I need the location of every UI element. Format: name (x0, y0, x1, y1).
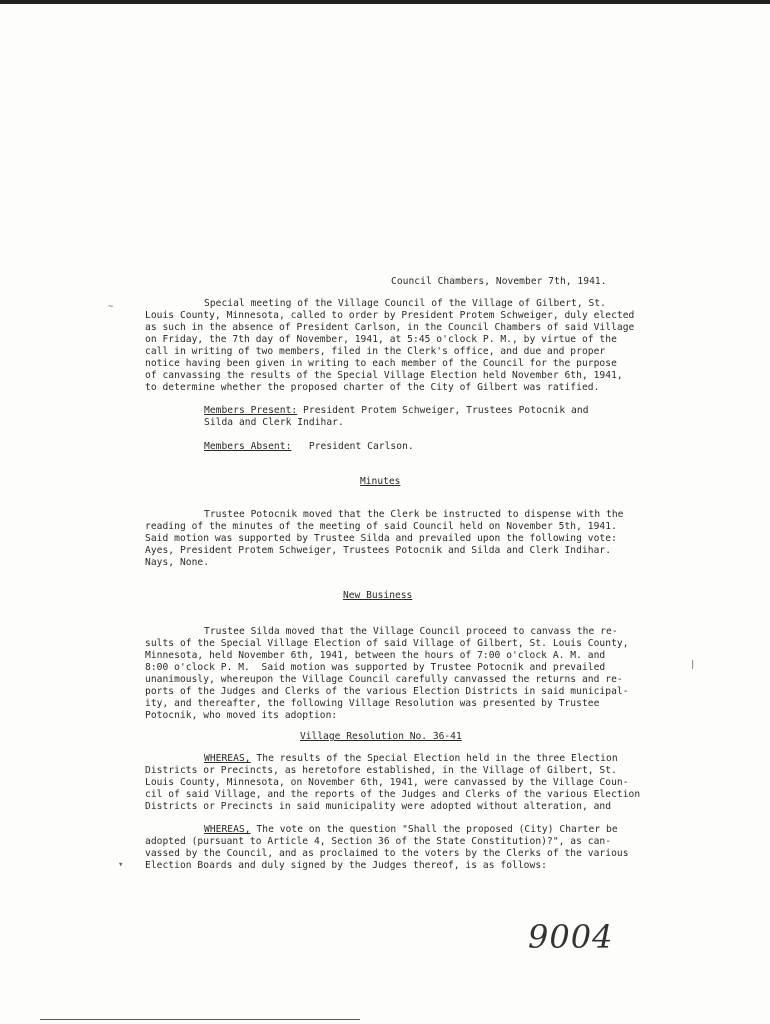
new-business-heading: New Business (343, 590, 413, 601)
minutes-line: Ayes, President Protem Schweiger, Trustees Potocnik and Silda and Clerk Indihar. (145, 545, 612, 556)
minutes-line: Nays, None. (145, 557, 210, 568)
whereas-label: WHEREAS, (204, 824, 251, 835)
intro-line: as such in the absence of President Carlson, in the Council Chambers of said Village (145, 322, 635, 333)
members-present-text: President Protem Schweiger, Trustees Potocnik and (297, 405, 589, 416)
new-business-line: ports of the Judges and Clerks of the various Election Districts in said municipal- (145, 686, 629, 697)
minutes-heading: Minutes (360, 476, 401, 487)
members-absent (204, 441, 414, 453)
margin-mark-icon: | (690, 660, 696, 670)
new-business-line: unanimously, whereupon the Village Council carefully canvassed the returns and re- (145, 674, 623, 685)
dateline: Council Chambers, November 7th, 1941. (391, 276, 607, 287)
new-business-line: Trustee Silda moved that the Village Council proceed to canvass the re- (204, 626, 618, 637)
new-business-line: 8:00 o'clock P. M. Said motion was supported by Trustee Potocnik and prevailed (145, 662, 606, 673)
whereas-line: The results of the Special Election held in the three Election (250, 753, 618, 764)
resolution-heading: Village Resolution No. 36-41 (300, 731, 462, 742)
handwritten-page-number: 9004 (528, 918, 614, 956)
whereas-line: Election Boards and duly signed by the Judges thereof, is as follows: (145, 860, 547, 871)
margin-mark-icon: ~ (108, 302, 114, 312)
whereas-line: vassed by the Council, and as proclaimed to the voters by the Clerks of the various (145, 848, 629, 859)
members-present-label: Members Present: (204, 405, 298, 416)
scan-bottom-edge (40, 1019, 360, 1020)
whereas-label: WHEREAS, (204, 753, 251, 764)
minutes-line: Trustee Potocnik moved that the Clerk be instructed to dispense with the (204, 509, 624, 520)
members-absent-text: President Carlson. (291, 441, 414, 452)
new-business-line: sults of the Special Village Election of said Village of Gilbert, St. Louis County, (145, 638, 629, 649)
intro-line: on Friday, the 7th day of November, 1941, at 5:45 o'clock P. M., by virtue of the (145, 334, 617, 345)
members-present-text: Silda and Clerk Indihar. (204, 417, 344, 428)
intro-line: notice having been given in writing to each member of the Council for the purpose (145, 358, 617, 369)
intro-line: Louis County, Minnesota, called to order by President Protem Schweiger, duly elected (145, 310, 635, 321)
whereas-line: Districts or Precincts, as heretofore established, in the Village of Gilbert, St. (145, 765, 617, 776)
scan-edge (0, 0, 770, 4)
whereas-line: cil of said Village, and the reports of the Judges and Clerks of the various Election (145, 789, 641, 800)
whereas-line: The vote on the question "Shall the proposed (City) Charter be (250, 824, 618, 835)
whereas-line: Districts or Precincts in said municipality were adopted without alteration, and (145, 801, 612, 812)
whereas-line: Louis County, Minnesota, on November 6th, 1941, were canvassed by the Village Coun- (145, 777, 629, 788)
intro-line: to determine whether the proposed charter of the City of Gilbert was ratified. (145, 382, 600, 393)
minutes-line: reading of the minutes of the meeting of said Council held on November 5th, 1941. (145, 521, 617, 532)
new-business-line: Potocnik, who moved its adoption: (145, 710, 338, 721)
members-absent-label: Members Absent: (204, 441, 292, 452)
new-business-line: Minnesota, held November 6th, 1941, between the hours of 7:00 o'clock A. M. and (145, 650, 606, 661)
whereas-line: adopted (pursuant to Article 4, Section 36 of the State Constitution)?", as can- (145, 836, 612, 847)
intro-line: Special meeting of the Village Council of the Village of Gilbert, St. (204, 298, 606, 309)
minutes-line: Said motion was supported by Trustee Silda and prevailed upon the following vote: (145, 533, 617, 544)
intro-line: call in writing of two members, filed in the Clerk's office, and due and proper (145, 346, 606, 357)
new-business-line: ity, and thereafter, the following Village Resolution was presented by Trustee (145, 698, 600, 709)
intro-line: of canvassing the results of the Special Village Election held November 6th, 1941, (145, 370, 623, 381)
margin-mark-icon: ▾ (118, 860, 124, 870)
